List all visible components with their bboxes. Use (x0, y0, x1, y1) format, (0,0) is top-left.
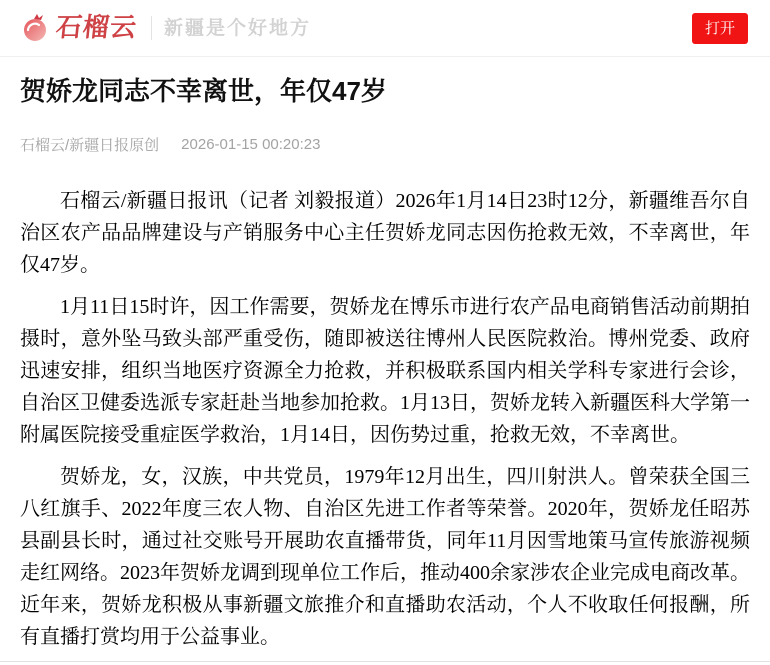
logo-tagline: 新疆是个好地方 (164, 17, 312, 39)
open-app-button[interactable]: 打开 (692, 13, 748, 44)
article-paragraph: 1月11日15时许，因工作需要，贺娇龙在博乐市进行农产品电商销售活动前期拍摄时，意外坠马致头部严重受伤，随即被送往博州人民医院救治。博州党委、政府迅速安排，组织当地医疗资源全力抢救，并积极联系国内相关学科专家进行会诊，自治区卫健委选派专家赶赴当地参加抢救。1月13日，贺娇龙转入新疆医科大学第一附属医院接受重症医学救治，1月14日，因伤势过重，抢救无效，不幸离世。 (20, 296, 750, 446)
pomegranate-logo-icon (20, 12, 52, 44)
article-source: 石榴云/新疆日报原创 (20, 137, 160, 154)
article-paragraph: 贺娇龙，女，汉族，中共党员，1979年12月出生，四川射洪人。曾荣获全国三八红旗手、2022年度三农人物、自治区先进工作者等荣誉。2020年，贺娇龙任昭苏县副县长时，通过社交账号开展助农直播带货，同年11月因雪地策马宣传旅游视频走红网络。2023年贺娇龙调到现单位工作后，推动400余家涉农企业完成电商改革。近年来，贺娇龙积极从事新疆文旅推介和直播助农活动，个人不收取任何报酬，所有直播打赏均用于公益事业。 (20, 466, 750, 648)
article-body (20, 185, 750, 653)
article-paragraph: 石榴云/新疆日报讯（记者 刘毅报道）2026年1月14日23时12分，新疆维吾尔自治区农产品品牌建设与产销服务中心主任贺娇龙同志因伤抢救无效，不幸离世，年仅47岁。 (20, 190, 750, 276)
article-title: 贺娇龙同志不幸离世，年仅47岁 (20, 76, 387, 106)
logo-wordmark: 石榴云 (54, 13, 139, 43)
logo-divider (151, 16, 152, 40)
article-meta (20, 134, 750, 155)
article-timestamp: 2026-01-15 00:20:23 (181, 136, 321, 153)
article (0, 74, 770, 653)
footer-divider (0, 661, 770, 662)
brand-logo[interactable] (20, 12, 311, 44)
app-header (0, 0, 770, 57)
